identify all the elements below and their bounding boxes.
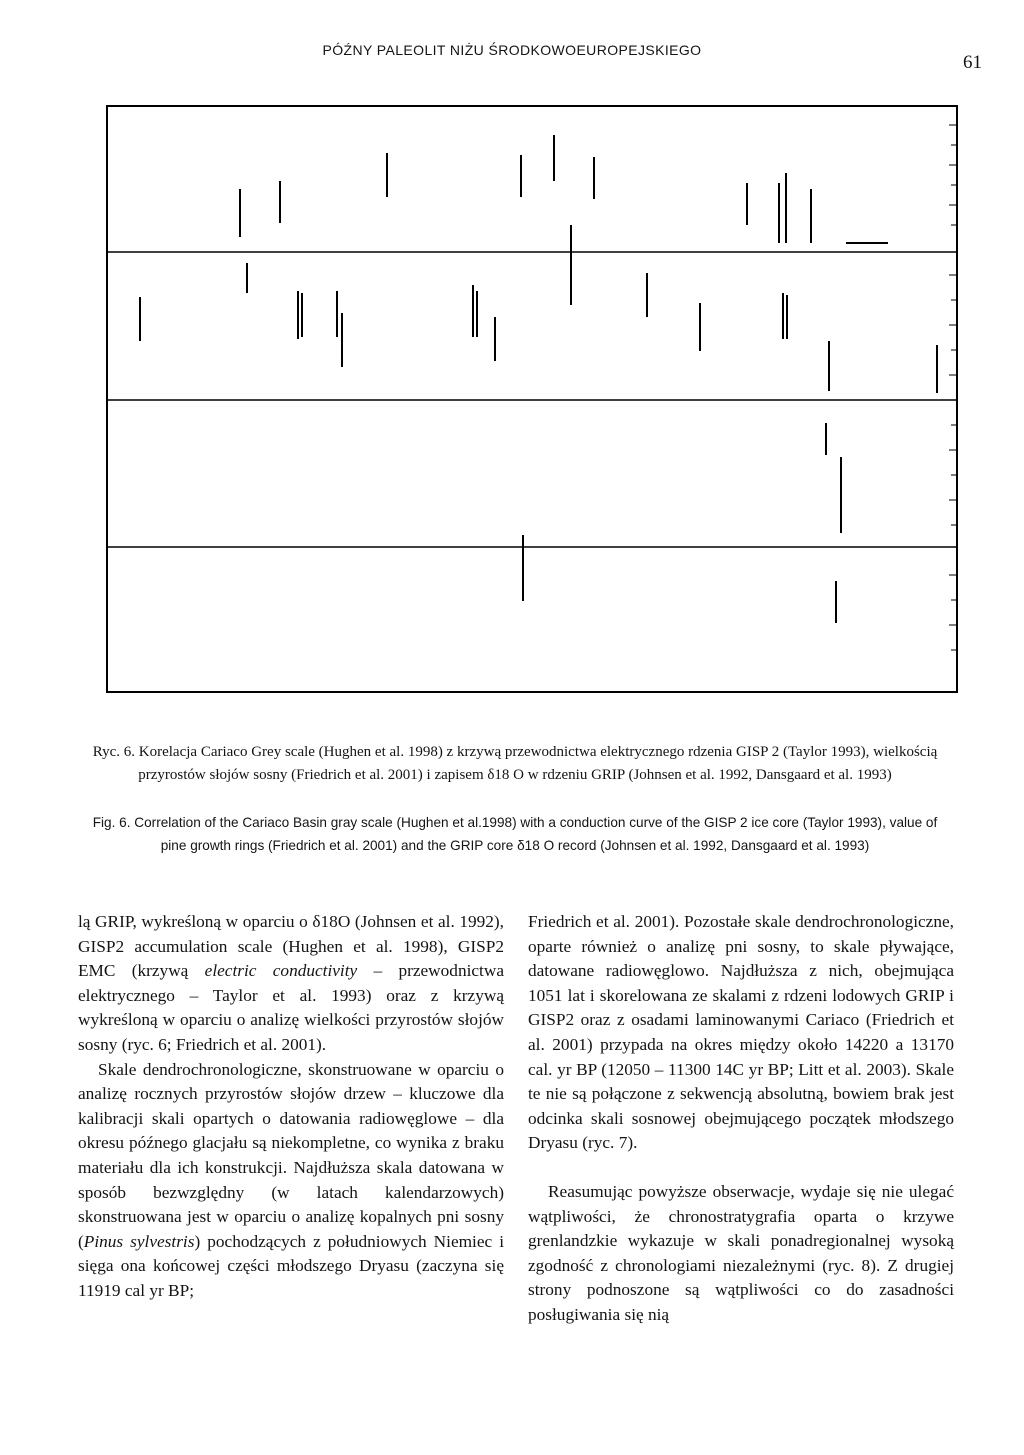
panel-1-markers (240, 135, 958, 243)
text-run: lą GRIP, wykreśloną w oparciu o δ18O (Johnsen et al. 1992), GISP2 accumulation scale (Hughen et al. 1998), GISP2 EMC (krzywą (78, 912, 504, 981)
figure-caption-polish: Ryc. 6. Korelacja Cariaco Grey scale (Hughen et al. 1998) z krzywą przewodnictwa elektrycznego rdzenia GISP 2 (Taylor 1993), wielkością przyrostów słojów sosny (Friedrich et al. 2001) i zapisem δ18 O w rdzeniu GRIP (Johnsen et al. 1992, Dansgaard et al. 1993) (92, 744, 938, 783)
body-column-left (78, 910, 504, 1304)
paragraph (78, 910, 504, 1058)
text-run: – przewodnictwa elektrycznego – Taylor et al. 1993) oraz z krzywą wykreśloną w oparciu o analizę wielkości przyrostów słojów sosny (ryc. 6; Friedrich et al. 2001). (78, 961, 505, 1054)
paragraph: Friedrich et al. 2001). Pozostałe skale dendrochronologiczne, oparte również o analizę pni sosny, to skale pływające, datowane radiowęglowo. Najdłuższa z nich, obejmująca 1051 lat i skorelowana ze skalami z rdzeni lodowych GRIP i GISP2 oraz z osadami laminowanymi Cariaco (Friedrich et al. 2001) przypada na okres między około 14220 a 13170 cal. yr BP (12050 – 11300 14C yr BP; Litt et al. 2003). Skale te nie są połączone z sekwencją absolutną, bowiem brak jest odcinka skali sosnowej obejmującego początek młodszego Dryasu (ryc. 7). (528, 912, 954, 1153)
right-axis-ticks (949, 125, 957, 650)
running-header: PÓŹNY PALEOLIT NIŻU ŚRODKOWOEUROPEJSKIEGO (322, 42, 702, 58)
paragraph: Reasumując powyższe obserwacje, wydaje się nie ulegać wątpliwości, że chronostratygrafia oparta o krzywe grenlandzkie wykazuje w skali ponadregionalnej wysoką zgodność z chronologiami niezależnymi (ryc. 8). Z drugiej strony podnoszone są wątpliwości co do zasadności posługiwania się nią (528, 1181, 954, 1324)
paragraph (78, 1058, 504, 1304)
text-run: Skale dendrochronologiczne, skonstruowane w oparciu o analizę rocznych przyrostów słojów drzew – kluczowe dla kalibracji skali opartych o datowania radiowęglowe – dla okresu późnego glacjału są niekompletne, co wynika z braku materiału dla ich konstrukcji. Najdłuższa skala datowana w sposób bezwzględny (w latach kalendarzowych) skonstruowana jest w oparciu o analizę kopalnych pni sosny ( (78, 1059, 504, 1251)
italic-term: electric conductivity (204, 961, 358, 981)
figure-frame (107, 106, 957, 692)
italic-term: Pinus sylvestris (83, 1231, 195, 1251)
figure-svg (106, 105, 958, 693)
panel-3-markers (826, 423, 841, 533)
panel-4-markers (523, 535, 836, 623)
figure-6-correlation-plot (106, 105, 958, 693)
page-number: 61 (963, 52, 982, 73)
body-column-right (528, 910, 954, 1328)
text-run: ) pochodzących z południowych Niemiec i sięga ona końcowej części młodszego Dryasu (zaczyna się 11919 cal yr BP; (78, 1231, 505, 1300)
figure-caption-english: Fig. 6. Correlation of the Cariaco Basin gray scale (Hughen et al.1998) with a conduction curve of the GISP 2 ice core (Taylor 1993), value of pine growth rings (Friedrich et al. 2001) and the GRIP core δ18 O record (Johnsen et al. 1992, Dansgaard et al. 1993) (92, 815, 938, 853)
panel-2-markers (140, 225, 937, 393)
